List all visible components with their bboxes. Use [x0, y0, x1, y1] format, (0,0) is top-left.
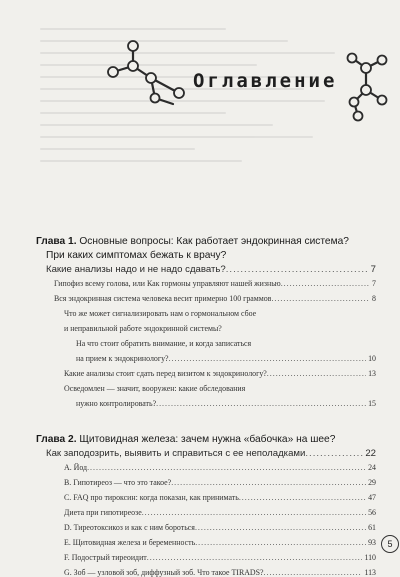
toc-entry[interactable]: E. Щитовидная железа и беременность ..... 93 [64, 538, 376, 547]
chapter-prefix: Глава 1. [36, 236, 77, 247]
toc-entry-line: Что же может сигнализировать нам о гормональном сбое [64, 309, 257, 318]
toc-entry-line: Осведомлен — значит, вооружен: какие обследования [64, 384, 246, 393]
toc-entry[interactable]: Как заподозрить, выявить и справиться с ее неполадками ..... 22 [46, 448, 376, 459]
toc-entry[interactable]: Вся эндокринная система человека весит примерно 100 граммов ..... 8 [54, 294, 376, 303]
toc-entry-label: Какие анализы надо и не надо сдавать? [46, 264, 226, 275]
toc-entry[interactable]: на прием к эндокринологу? ..... 10 [76, 354, 376, 363]
show-through-text [40, 28, 350, 188]
toc-entry[interactable]: нужно контролировать? ..... 15 [76, 399, 376, 408]
toc-entry[interactable]: Какие анализы стоит сдать перед визитом к эндокринологу? ..... 13 [64, 369, 376, 378]
toc-entry[interactable]: Диета при гипотиреозе ..... 56 [64, 508, 376, 517]
toc-entry-line: и неправильной работе эндокринной системы? [64, 324, 222, 333]
molecule-left-icon [95, 38, 195, 108]
toc-entry[interactable]: G. Зоб — узловой зоб, диффузный зоб. Что такое TIRADS? ..... 113 [64, 568, 376, 577]
chapter-title: Основные вопросы: Как работает эндокринная система? [79, 236, 349, 247]
toc-entry-page: 7 [370, 264, 376, 275]
toc-chapter-1-subtitle: При каких симптомах бежать к врачу? [46, 250, 227, 261]
toc-entry[interactable]: Гипофиз всему голова, или Как гормоны управляют нашей жизнью ..... 7 [54, 279, 376, 288]
toc-entry-line: На что стоит обратить внимание, и когда записаться [76, 339, 252, 348]
toc-chapter-1-heading[interactable] [36, 236, 349, 247]
toc-entry[interactable]: B. Гипотиреоз — что это такое? ..... 29 [64, 478, 376, 487]
toc-entry[interactable] [46, 264, 376, 275]
toc-entry[interactable]: A. Йод ..... 24 [64, 463, 376, 472]
page-title: Оглавление [193, 70, 338, 92]
page-number: 5 [381, 535, 399, 553]
toc-entry[interactable]: D. Тиреотоксикоз и как с ним бороться ..... 61 [64, 523, 376, 532]
chapter-prefix: Глава 2. [36, 434, 77, 445]
toc-chapter-2-heading[interactable] [36, 434, 335, 445]
molecule-right-icon [344, 52, 394, 122]
toc-entry[interactable]: F. Подострый тиреоидит ..... 110 [64, 553, 376, 562]
toc-entry[interactable]: C. FAQ про тироксин: когда показан, как принимать ..... 47 [64, 493, 376, 502]
chapter-title: Щитовидная железа: зачем нужна «бабочка» на шее? [79, 434, 336, 445]
